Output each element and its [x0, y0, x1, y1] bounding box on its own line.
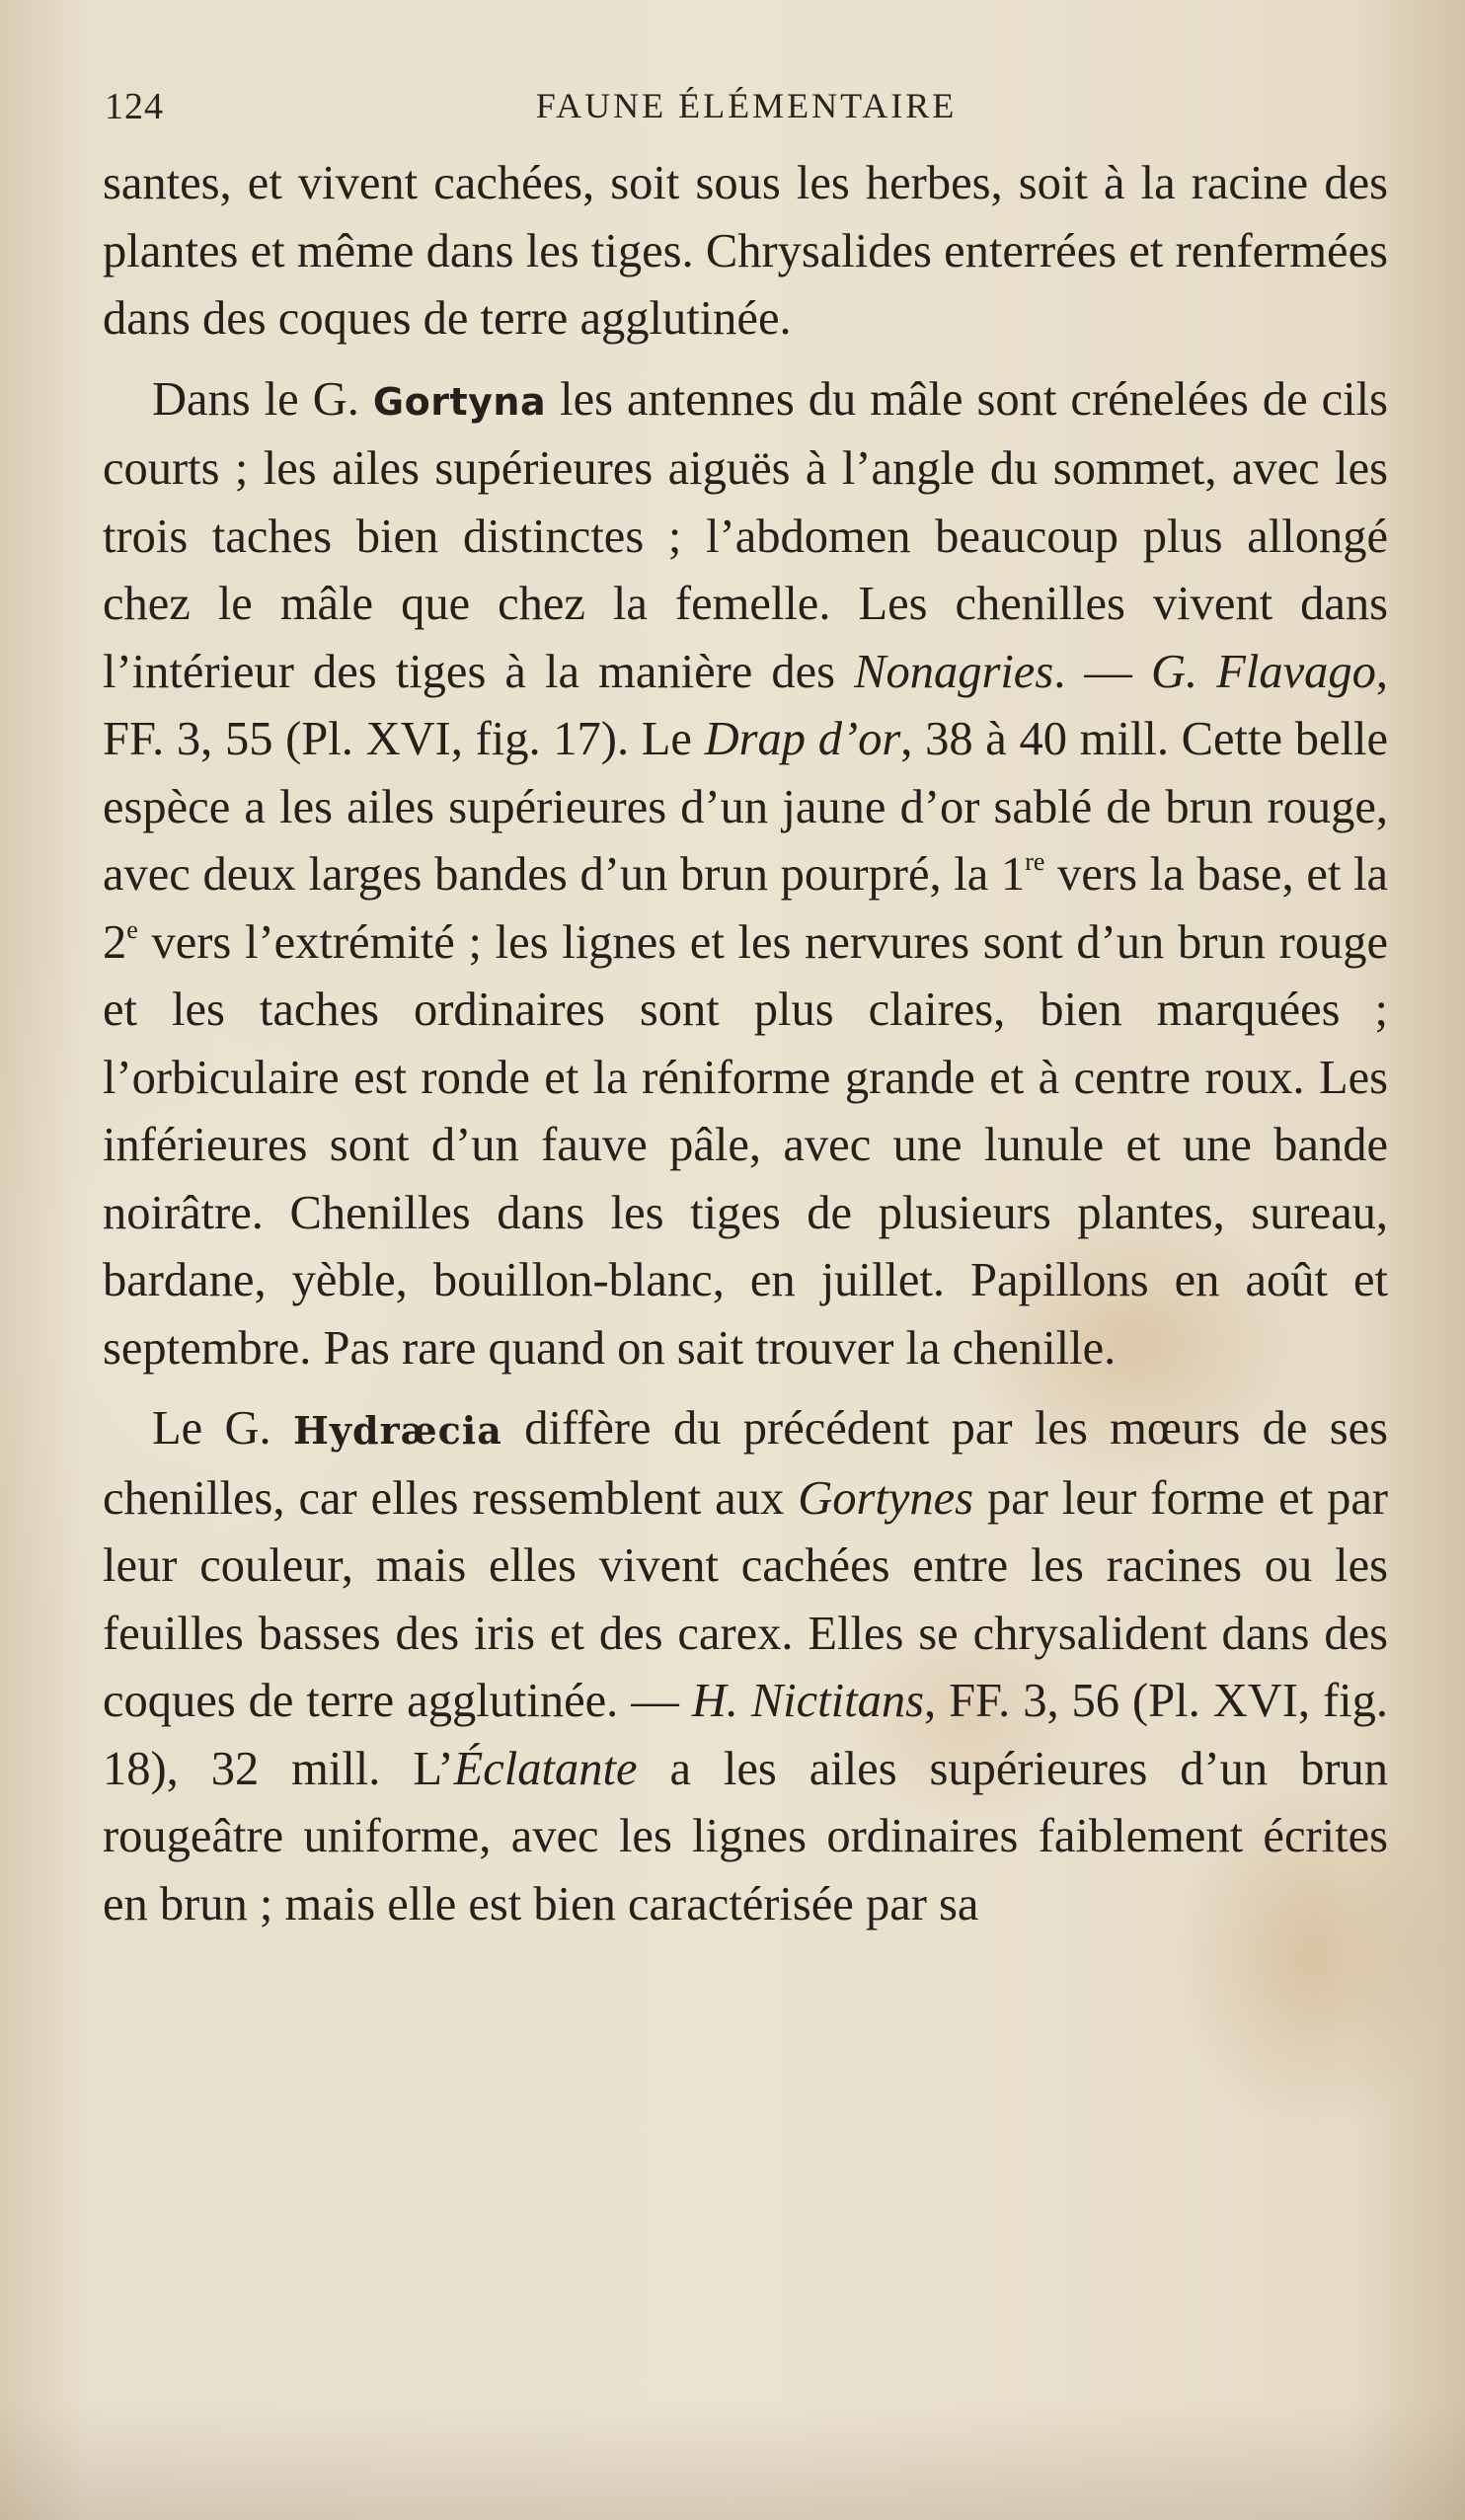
text-run: a les ailes supérieures d’un brun rougeâtre uniforme, avec les lignes ordinaires faiblement écrites en brun ; mais elle est bien caractérisée par sa [103, 1742, 1389, 1930]
text-run: par leur forme et par leur couleur, mais elles vivent cachées entre les racines ou les feuilles basses des iris et des carex. Elles se chrysalident dans des coques de terre agglutinée. — [103, 1471, 1389, 1727]
body-text [103, 150, 1388, 1951]
italic-drap-dor: Drap d’or [704, 713, 901, 765]
text-run: , FF. 3, 56 (Pl. XVI, fig. 18), 32 mill. L’ [103, 1675, 1388, 1795]
genus-name-hydraecia: Hydræcia [293, 1408, 502, 1453]
text-run: Dans le G. [152, 372, 373, 426]
italic-eclatante: Éclatante [453, 1742, 638, 1795]
paragraph-continuation [103, 150, 1388, 354]
paragraph-text: santes, et vivent cachées, soit sous les herbes, soit à la racine des plantes et même dans les tiges. Chrysalides enterrées et renfermées dans des coques de terre agglutinée. [103, 157, 1388, 345]
superscript-re: re [1025, 847, 1045, 876]
text-run: . — [1053, 645, 1152, 698]
text-run: diffère du précédent par les mœurs de ses chenilles, car elles ressemblent aux [103, 1402, 1388, 1525]
text-run: , FF. 3, 55 (Pl. XVI, fig. 17). Le [103, 645, 1389, 765]
italic-gortynes: Gortynes [798, 1471, 974, 1525]
italic-species-nictitans: H. Nictitans [691, 1675, 924, 1727]
page-header [105, 77, 1388, 136]
text-run: Le G. [152, 1402, 294, 1455]
text-run: vers l’extrémité ; les lignes et les nervures sont d’un brun rouge et les taches ordinaires sont plus claires, bien marquées ; l’orbiculaire est ronde et la réniforme grande et à centre roux. Les inférieures sont d’un fauve pâle, avec une lunule et une bande noirâtre. Chenilles dans les tiges de plusieurs plantes, sureau, bardane, yèble, bouillon-blanc, en juillet. Papillons en août et septembre. Pas rare quand on sait trouver la chenille. [103, 915, 1388, 1375]
page-number: 124 [105, 86, 164, 127]
paragraph-gortyna [103, 366, 1388, 1383]
running-head: FAUNE ÉLÉMENTAIRE [535, 86, 958, 125]
text-run: les antennes du mâle sont crénelées de cils courts ; les ailes supérieures aiguës à l’angle du sommet, avec les trois taches bien distinctes ; l’abdomen beaucoup plus allongé chez le mâle que chez la femelle. Les chenilles vivent dans l’intérieur des tiges à la manière des [103, 372, 1388, 698]
text-run: vers la base, et la 2 [103, 848, 1389, 969]
italic-nonagries: Nonagries [854, 645, 1054, 698]
genus-name-gortyna: Gortyna [372, 379, 547, 424]
text-run: , 38 à 40 mill. Cette belle espèce a les ailes supérieures d’un jaune d’or sablé de brun rouge, avec deux larges bandes d’un brun pourpré, la 1 [103, 713, 1388, 901]
italic-species-flavago: G. Flavago [1151, 645, 1376, 698]
superscript-e: e [126, 914, 138, 944]
paragraph-hydraecia [103, 1395, 1388, 1938]
